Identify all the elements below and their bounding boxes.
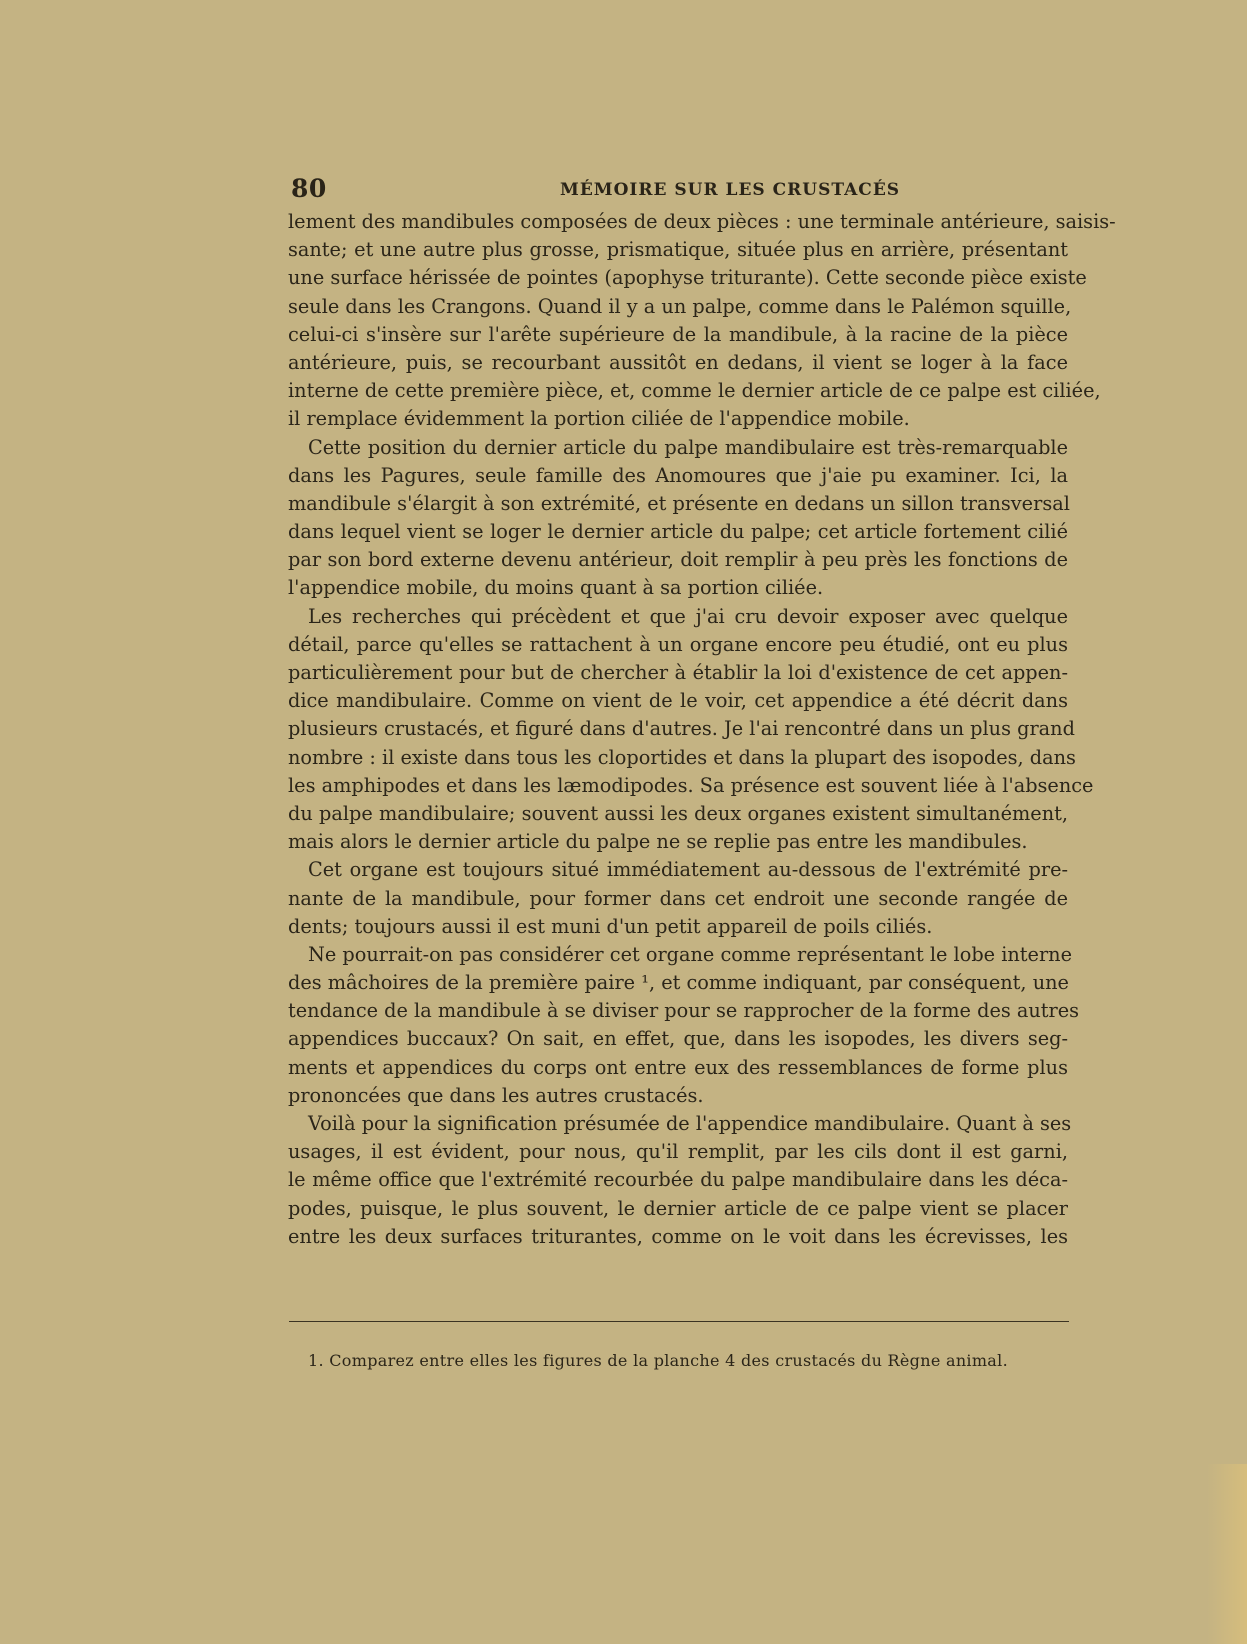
text-line: mandibule s'élargit à son extrémité, et présente en dedans un sillon transversal — [288, 491, 1070, 515]
text-line: particulièrement pour but de chercher à établir la loi d'existence de cet appen- — [288, 661, 1068, 684]
text-line: usages, il est évident, pour nous, qu'il remplit, par les cils dont il est garni, — [288, 1140, 1068, 1164]
text-line: tendance de la mandibule à se diviser pour se rapprocher de la forme des autres — [288, 999, 1080, 1023]
text-line: appendices buccaux? On sait, en effet, que, dans les isopodes, les divers seg- — [288, 1027, 1068, 1051]
text-line: des mâchoires de la première paire ¹, et comme indiquant, par conséquent, une — [288, 971, 1069, 995]
text-line: ments et appendices du corps ont entre eux des ressemblances de forme plus — [288, 1055, 1068, 1079]
running-head — [0, 174, 1247, 204]
text-line: dice mandibulaire. Comme on vient de le voir, cet appendice a été décrit dans — [288, 689, 1068, 713]
page-number: 80 — [291, 174, 327, 203]
running-title: MÉMOIRE SUR LES CRUSTACÉS — [560, 180, 901, 200]
text-line: Voilà pour la signification présumée de l'appendice mandibulaire. Quant à ses — [308, 1112, 1072, 1135]
text-line: podes, puisque, le plus souvent, le dernier article de ce palpe vient se placer — [288, 1196, 1068, 1220]
text-line: il remplace évidemment la portion ciliée de l'appendice mobile. — [288, 407, 910, 431]
text-line: interne de cette première pièce, et, comme le dernier article de ce palpe est ciliée, — [288, 379, 1101, 403]
text-line: une surface hérissée de pointes (apophyse triturante). Cette seconde pièce existe — [288, 266, 1087, 290]
footnote-rule — [289, 1321, 1069, 1322]
footnote: 1. Comparez entre elles les figures de la planche 4 des crustacés du Règne animal. — [308, 1351, 1008, 1370]
text-line: Cette position du dernier article du palpe mandibulaire est très-remarquable — [308, 435, 1068, 459]
text-line: plusieurs crustacés, et figuré dans d'autres. Je l'ai rencontré dans un plus grand — [288, 717, 1075, 741]
text-line: dans les Pagures, seule famille des Anomoures que j'aie pu examiner. Ici, la — [288, 463, 1068, 487]
text-line: Ne pourrait-on pas considérer cet organe comme représentant le lobe interne — [308, 942, 1073, 966]
text-line: nombre : il existe dans tous les cloportides et dans la plupart des isopodes, dans — [288, 745, 1076, 769]
text-line: détail, parce qu'elles se rattachent à un organe encore peu étudié, ont eu plus — [288, 632, 1068, 656]
body-text — [288, 208, 1116, 1251]
page-edge-stain — [1207, 1464, 1247, 1644]
text-line: nante de la mandibule, pour former dans cet endroit une seconde rangée de — [288, 886, 1068, 910]
text-line: antérieure, puis, se recourbant aussitôt en dedans, il vient se loger à la face — [288, 350, 1068, 374]
text-line: les amphipodes et dans les læmodipodes. Sa présence est souvent liée à l'absence — [288, 773, 1094, 797]
text-line: par son bord externe devenu antérieur, doit remplir à peu près les fonctions de — [288, 548, 1068, 572]
text-line: Les recherches qui précèdent et que j'ai cru devoir exposer avec quelque — [308, 604, 1068, 628]
text-line: sante; et une autre plus grosse, prismatique, située plus en arrière, présentant — [288, 238, 1068, 262]
text-line: celui-ci s'insère sur l'arête supérieure de la mandibule, à la racine de la pièce — [288, 322, 1068, 346]
text-line: mais alors le dernier article du palpe ne se replie pas entre les mandibules. — [288, 830, 1028, 854]
text-line: lement des mandibules composées de deux pièces : une terminale antérieure, saisis- — [288, 210, 1116, 233]
text-line: le même office que l'extrémité recourbée du palpe mandibulaire dans les déca- — [288, 1168, 1068, 1192]
text-line: dans lequel vient se loger le dernier article du palpe; cet article fortement cilié — [288, 520, 1068, 544]
text-line: Cet organe est toujours situé immédiatement au-dessous de l'extrémité pre- — [308, 858, 1068, 882]
text-line: seule dans les Crangons. Quand il y a un palpe, comme dans le Palémon squille, — [288, 294, 1072, 318]
text-line: prononcées que dans les autres crustacés. — [288, 1083, 704, 1107]
text-line: l'appendice mobile, du moins quant à sa portion ciliée. — [288, 576, 824, 600]
text-line: du palpe mandibulaire; souvent aussi les deux organes existent simultanément, — [288, 801, 1068, 825]
text-line: entre les deux surfaces triturantes, comme on le voit dans les écrevisses, les — [288, 1224, 1068, 1248]
text-line: dents; toujours aussi il est muni d'un petit appareil de poils ciliés. — [288, 914, 933, 938]
